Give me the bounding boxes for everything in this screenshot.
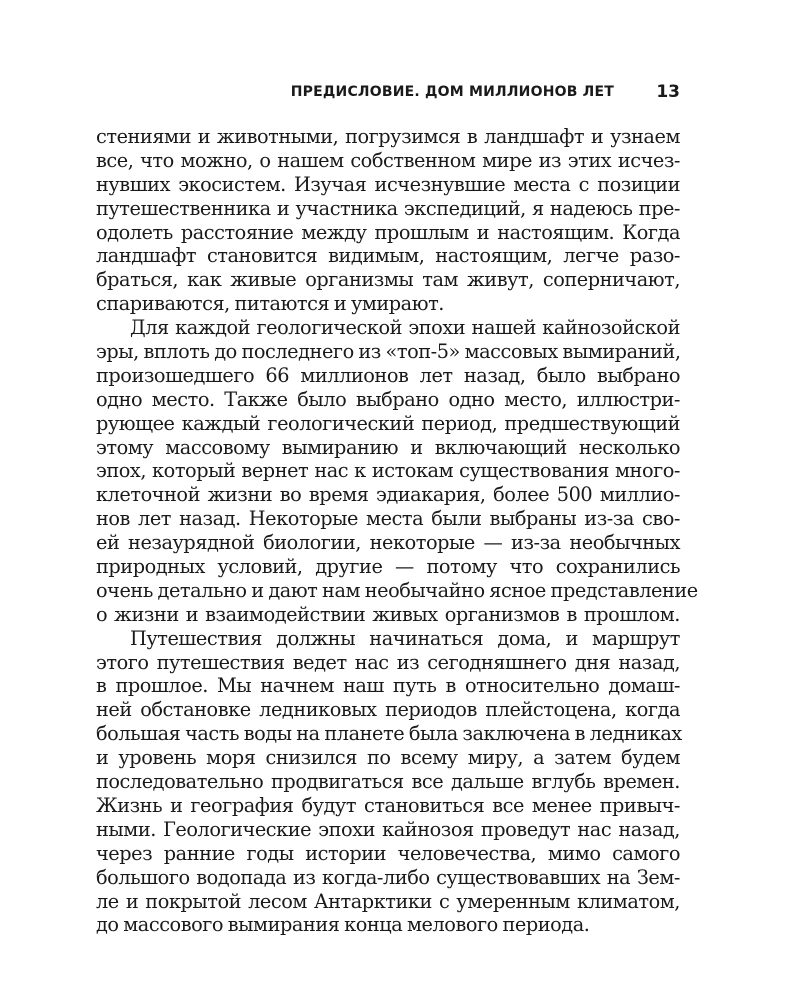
paragraph-1 [96,125,680,316]
text-line: большая часть воды на планете была заключена в ледниках [96,722,682,746]
text-line: браться, как живые организмы там живут, соперничают, [96,268,680,292]
body-text [96,125,698,937]
text-line: нов лет назад. Некоторые места были выбраны из-за сво- [96,507,680,531]
text-line: рующее каждый геологический период, предшествующий [96,411,680,435]
text-line: и уровень моря снизился по всему миру, а затем будем [96,746,680,770]
text-line: ней обстановке ледниковых периодов плейстоцена, когда [96,698,680,722]
text-line: Жизнь и география будут становиться все менее привыч- [96,793,680,817]
text-line: ле и покрытой лесом Антарктики с умеренным климатом, [96,889,680,913]
text-line: до массового вымирания конца мелового периода. [96,913,590,937]
running-title: ПРЕДИСЛОВИЕ. ДОМ МИЛЛИОНОВ ЛЕТ [290,84,614,100]
text-line: в прошлое. Мы начнем наш путь в относительно домаш- [96,674,680,698]
text-line: этого путешествия ведет нас из сегодняшнего дня назад, [96,650,680,674]
text-line: этому массовому вымиранию и включающий несколько [96,435,680,459]
text-line: ландшафт становится видимым, настоящим, легче разо- [96,244,680,268]
text-line: Путешествия должны начинаться дома, и маршрут [130,626,680,650]
text-line: стениями и животными, погрузимся в ландшафт и узнаем [96,125,680,148]
text-line: произошедшего 66 миллионов лет назад, было выбрано [96,363,680,387]
text-line: ей незаурядной биологии, некоторые — из-за необычных [96,531,680,555]
text-line: природных условий, другие — потому что сохранились [96,555,680,579]
text-line: одолеть расстояние между прошлым и настоящим. Когда [96,220,680,244]
text-line: Для каждой геологической эпохи нашей кайнозойской [130,316,680,340]
page-number: 13 [656,82,680,102]
text-line: большого водопада из когда-либо существовавших на Зем- [96,865,680,889]
text-line: нувших экосистем. Изучая исчезнувшие места с позиции [96,172,680,196]
paragraph-2 [96,316,698,627]
text-line: ными. Геологические эпохи кайнозоя проведут нас назад, [96,817,680,841]
text-line: одно место. Также было выбрано одно место, иллюстри- [96,387,680,411]
text-line: все, что можно, о нашем собственном мире из этих исчез- [96,148,680,172]
text-line: последовательно продвигаться все дальше вглубь времен. [96,770,680,794]
text-line: эпох, который вернет нас к истокам существования много- [96,459,680,483]
text-line: очень детально и дают нам необычайно ясное представление [96,578,698,602]
paragraph-3 [96,627,680,938]
text-line: клеточной жизни во время эдиакария, более 500 миллио- [96,483,680,507]
text-line: путешественника и участника экспедиций, я надеюсь пре- [96,196,680,220]
running-head [96,82,680,106]
text-line: через ранние годы истории человечества, мимо самого [96,841,680,865]
text-line: о жизни и взаимодействии живых организмов в прошлом. [96,602,680,626]
text-line: спариваются, питаются и умирают. [96,292,444,316]
text-line: эры, вплоть до последнего из «топ-5» массовых вымираний, [96,340,681,364]
